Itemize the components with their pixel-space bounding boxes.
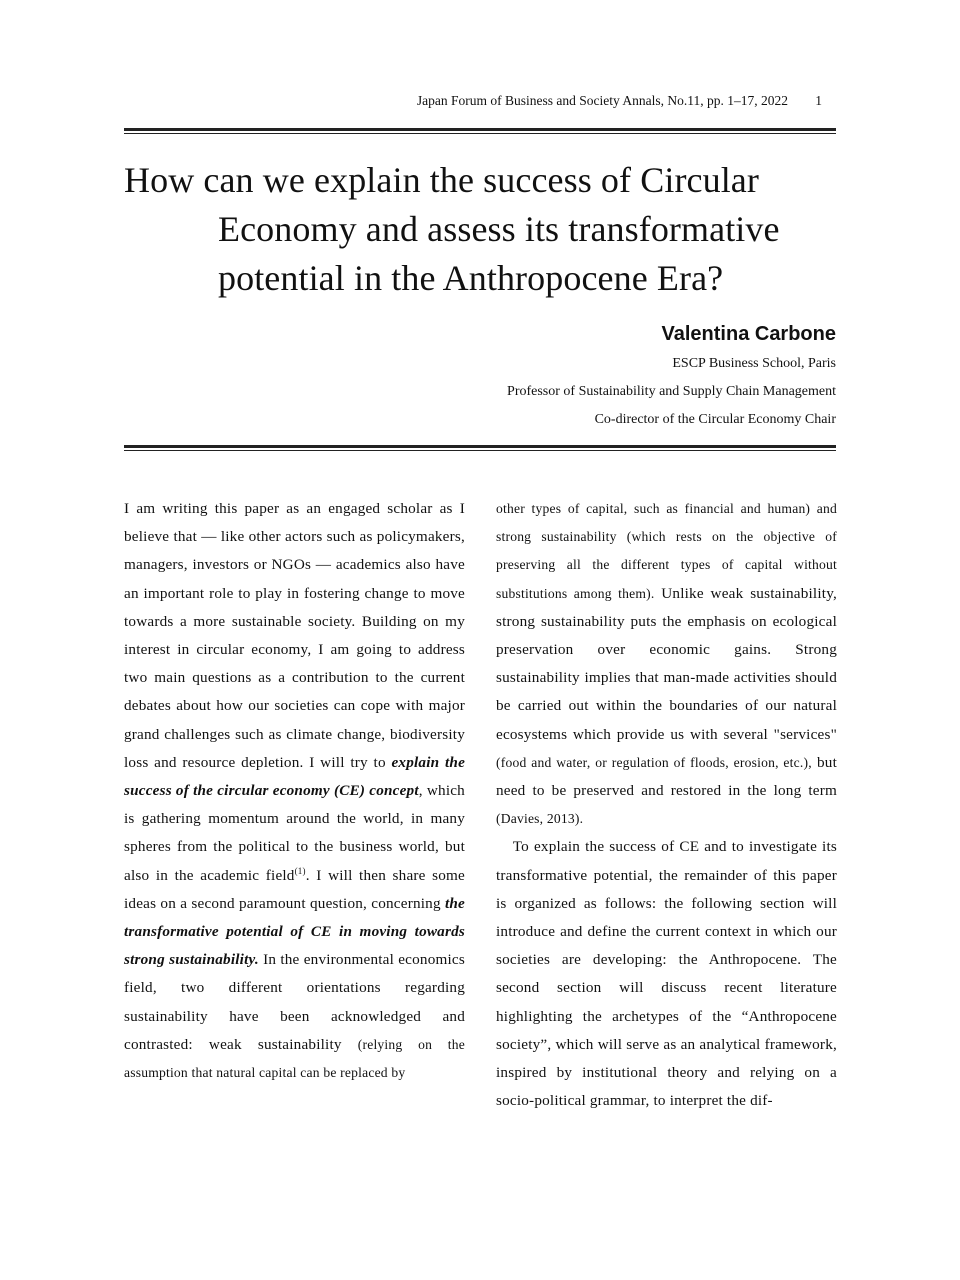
author-affiliation-2: Professor of Sustainability and Supply Chain Management xyxy=(507,384,836,399)
text-run: Unlike weak sustainability, strong sustainability puts the emphasis on ecological preservation over economic gains. Strong sustainability implies that man-made activities should be carried out within the boundaries of our natural ecosystems which provide us with several "services" xyxy=(496,584,837,743)
body-paragraph xyxy=(496,495,837,833)
text-run: In the environmental economics field, two different orientations regarding sustainability have been acknowledged and contrasted: weak sustainability xyxy=(124,951,465,1053)
text-run: I am writing this paper as an engaged scholar as I believe that — like other actors such as policymakers, managers, investors or NGOs — academics also have an important role to play in fostering change to move towards a more sustainable society. Building on my interest in circular economy, I am going to address two main questions as a contribution to the current debates about how our societies can cope with major grand challenges such as climate change, biodiversity loss and resource depletion. I will try to xyxy=(124,500,465,771)
text-run: , which is gathering momentum around the world, in many spheres from the political to the business world, but also in the academic field xyxy=(124,782,465,884)
body-paragraph xyxy=(124,495,465,1087)
author-affiliation-3: Co-director of the Circular Economy Chair xyxy=(594,412,836,427)
body-column-right xyxy=(496,495,837,1115)
author-name: Valentina Carbone xyxy=(661,323,836,345)
citation: (Davies, 2013). xyxy=(496,811,584,827)
text-run-small: (relying on the assumption that natural capital can be replaced by xyxy=(124,1036,465,1081)
author-affiliation-1: ESCP Business School, Paris xyxy=(672,356,836,371)
bottom-divider xyxy=(124,445,836,451)
text-run-small: other types of capital, such as financial and human) and strong sustainability (which rests on the objective of preserving all the different types of capital without substitutions among them). xyxy=(496,501,837,601)
body-paragraph: To explain the success of CE and to investigate its transformative potential, the remainder of this paper is organized as follows: the following section will introduce and define the current context in which our societies are developing: the Anthropocene. The second section will discuss recent literature highlighting the archetypes of the “Anthropocene society”, which will serve as an analytical framework, inspired by institutional theory and relying on a socio-political grammar, to interpret the dif- xyxy=(496,838,837,1110)
emphasis-phrase: explain the success of the circular economy (CE) concept xyxy=(124,753,466,800)
paper-title xyxy=(124,156,844,303)
emphasis-phrase: the transformative potential of CE in moving towards strong sustainability. xyxy=(124,894,465,969)
top-divider xyxy=(124,128,836,134)
text-run-small: (food and water, or regulation of floods, erosion, etc.), xyxy=(496,754,812,770)
journal-citation: Japan Forum of Business and Society Annals, No.11, pp. 1–17, 2022 xyxy=(416,93,788,108)
title-line-3: potential in the Anthropocene Era? xyxy=(218,258,724,298)
text-run: . I will then share some ideas on a second paramount question, concerning xyxy=(124,866,466,912)
title-line-2: Economy and assess its transformative xyxy=(218,209,780,249)
footnote-marker[interactable]: (1) xyxy=(294,865,306,876)
page-number: 1 xyxy=(815,93,822,108)
title-line-1: How can we explain the success of Circular xyxy=(124,160,759,200)
running-header xyxy=(124,93,836,113)
text-run: but need to be preserved and restored in the long term xyxy=(496,753,837,800)
body-column-left xyxy=(124,495,465,1087)
